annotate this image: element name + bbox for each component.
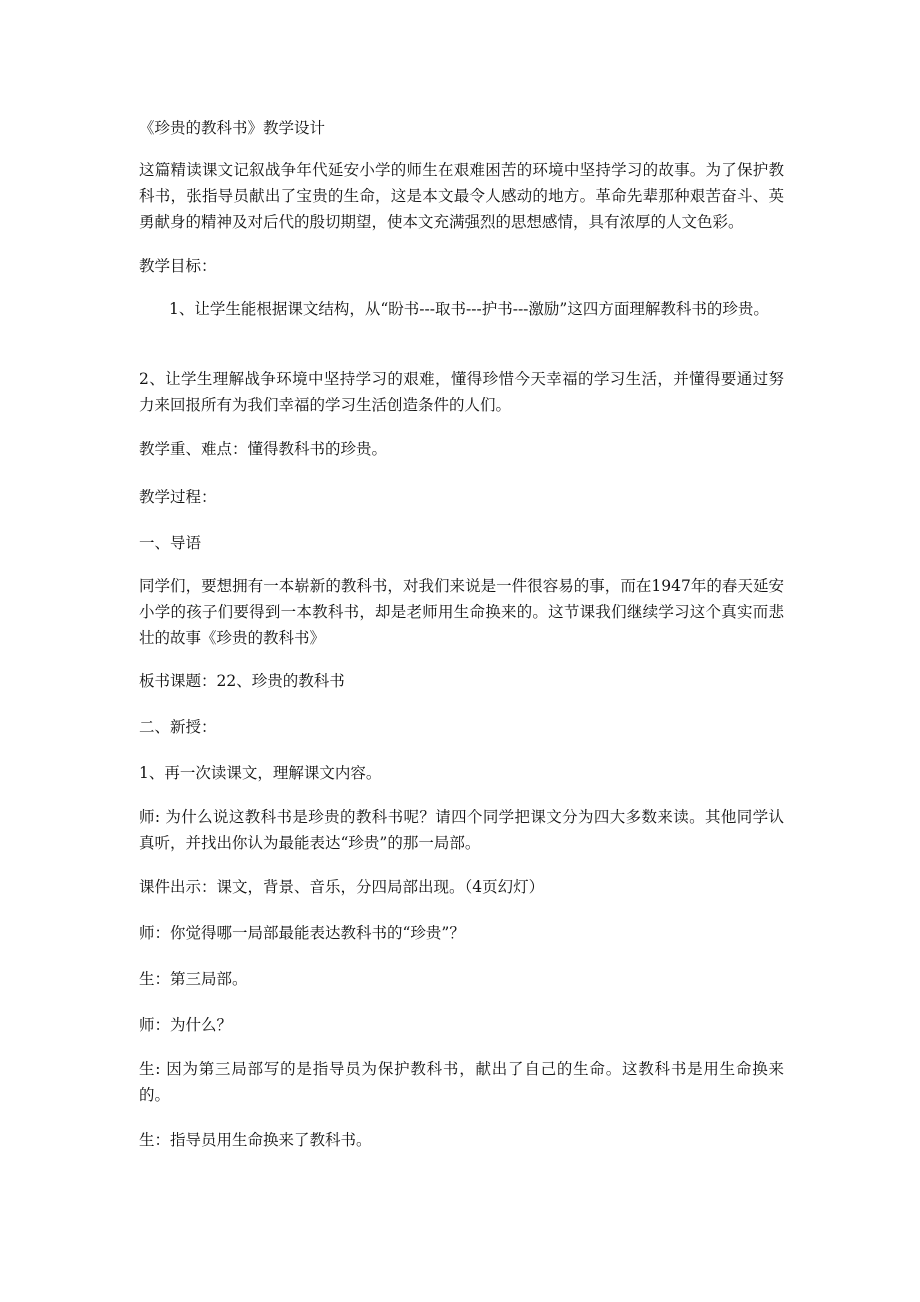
process-heading: 教学过程： <box>139 488 217 506</box>
student-answer-2: 生: 因为第三局部写的是指导员为保护教科书，献出了自己的生命。这教科书是用生命换来的。 <box>139 1060 784 1104</box>
student-answer-1: 生：第三局部。 <box>139 970 248 988</box>
board-title: 板书课题：22、珍贵的教科书 <box>139 672 345 690</box>
document-title: 《珍贵的教科书》教学设计 <box>139 119 326 137</box>
goals-heading: 教学目标： <box>139 257 217 275</box>
courseware-note: 课件出示：课文，背景、音乐，分四局部出现。（4页幻灯） <box>139 878 545 896</box>
goal-1: 1、让学生能根据课文结构，从“盼书---取书---护书---激励”这四方面理解教科书的珍贵。 <box>169 300 769 318</box>
student-answer-3: 生：指导员用生命换来了教科书。 <box>139 1131 372 1149</box>
teacher-question-2: 师：你觉得哪一局部最能表达教科书的“珍贵”？ <box>139 924 465 942</box>
intro-speech: 同学们，要想拥有一本崭新的教科书，对我们来说是一件很容易的事，而在1947年的春天延安小学的孩子们要得到一本教科书，却是老师用生命换来的。这节课我们继续学习这个真实而悲壮的故事《珍贵的教科书》 <box>139 577 784 647</box>
step-1: 1、再一次读课文，理解课文内容。 <box>139 764 382 782</box>
goal-2: 2、让学生理解战争环境中坚持学习的艰难，懂得珍惜今天幸福的学习生活，并懂得要通过努力来回报所有为我们幸福的学习生活创造条件的人们。 <box>139 370 784 414</box>
key-points: 教学重、难点：懂得教科书的珍贵。 <box>139 440 388 458</box>
section-2-heading: 二、新授： <box>139 718 217 736</box>
section-1-heading: 一、导语 <box>139 534 202 552</box>
intro-paragraph: 这篇精读课文记叙战争年代延安小学的师生在艰难困苦的环境中坚持学习的故事。为了保护教科书，张指导员献出了宝贵的生命，这是本文最令人感动的地方。革命先辈那种艰苦奋斗、英勇献身的精神及对后代的殷切期望，使本文充满强烈的思想感情，具有浓厚的人文色彩。 <box>139 161 784 231</box>
teacher-question-3: 师：为什么？ <box>139 1016 233 1034</box>
teacher-question-1: 师: 为什么说这教科书是珍贵的教科书呢？请四个同学把课文分为四大多数来读。其他同学认真听，并找出你认为最能表达“珍贵”的那一局部。 <box>139 808 784 852</box>
